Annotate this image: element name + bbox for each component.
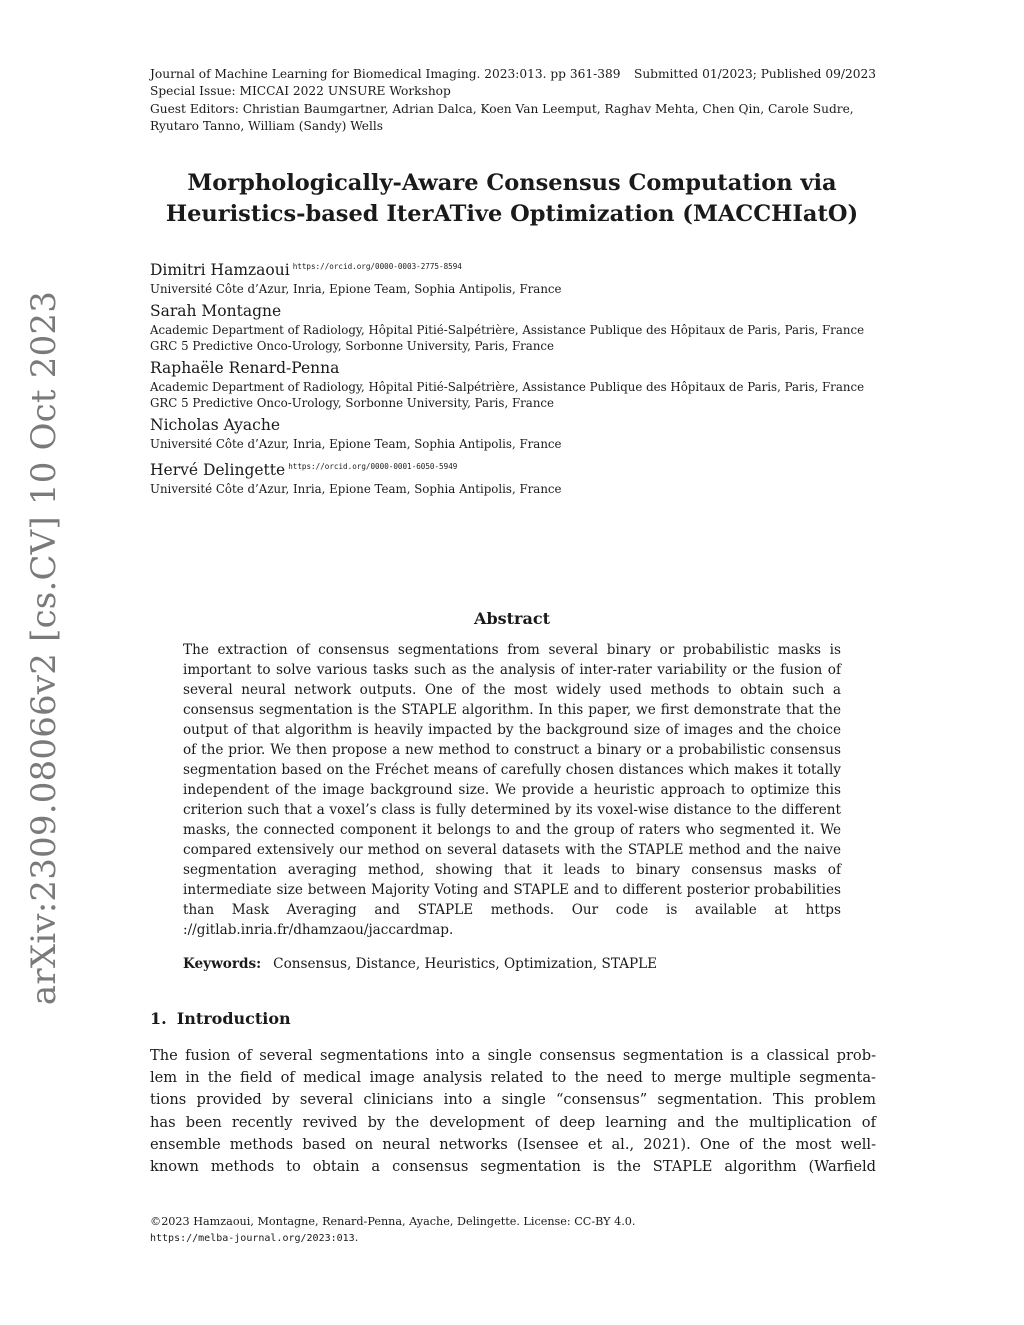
paragraph-line: The fusion of several segmentations into a single consensus segmentation is a classical prob- [150,1047,876,1064]
journal-citation: Journal of Machine Learning for Biomedical Imaging. 2023:013. pp 361-389 [150,67,621,81]
affiliation: Université Côte d’Azur, Inria, Epione Team, Sophia Antipolis, France [150,482,562,496]
paper-title [100,168,924,230]
affiliation: Université Côte d’Azur, Inria, Epione Team, Sophia Antipolis, France [150,282,562,296]
guest-editors-line2: Ryutaro Tanno, William (Sandy) Wells [150,118,384,133]
author-block [150,301,876,354]
orcid-link[interactable]: https://orcid.org/0000-0001-6050-5949 [288,462,458,471]
affiliation: Université Côte d’Azur, Inria, Epione Team, Sophia Antipolis, France [150,437,562,451]
author-name: Nicholas Ayache [150,416,280,434]
affiliation: GRC 5 Predictive Onco-Urology, Sorbonne University, Paris, France [150,396,555,410]
journal-url[interactable]: https://melba-journal.org/2023:013 [150,1233,355,1244]
introduction-text [150,1045,876,1178]
title-line-2: Heuristics-based IterATive Optimization (MACCHIatO) [165,201,859,227]
author-name: Sarah Montagne [150,302,282,320]
author-block [150,456,876,497]
submission-dates: Submitted 01/2023; Published 09/2023 [633,67,876,81]
author-list [150,256,876,501]
arxiv-identifier[interactable]: arXiv:2309.08066v2 [cs.CV] 10 Oct 2023 [24,290,64,1006]
abstract-heading: Abstract [474,609,550,628]
keywords [183,954,841,974]
author-name: Dimitri Hamzaoui [150,261,290,279]
keywords-list: Consensus, Distance, Heuristics, Optimization, STAPLE [273,956,658,972]
abstract-text: The extraction of consensus segmentations from several binary or probabilistic masks is important to solve various tasks such as the analysis of inter-rater variability or the fusion of several neural network outputs. One of the most widely used methods to obtain such a consensus segmentation is the STAPLE algorithm. In this paper, we first demonstrate that the output of that algorithm is heavily impacted by the background size of images and the choice of the prior. We then propose a new method to construct a binary or a probabilistic consensus segmentation based on the Fréchet means of carefully chosen distances which makes it totally independent of the image background size. We provide a heuristic approach to optimize this criterion such that a voxel’s class is fully determined by its voxel-wise distance to the different masks, the connected component it belongs to and the group of raters who segmented it. We compared extensively our method on several datasets with the STAPLE method and the naive segmentation averaging method, showing that it leads to binary consensus masks of intermediate size between Majority Voting and STAPLE and to different posterior probabilities than Mask Averaging and STAPLE methods. Our code is available at https ://gitlab.inria.fr/dhamzaou/jaccardmap. [183,642,841,938]
section-heading-introduction [150,1008,291,1030]
special-issue: Special Issue: MICCAI 2022 UNSURE Workshop [150,84,451,99]
affiliation: Academic Department of Radiology, Hôpital Pitié-Salpétrière, Assistance Publique des Hôpitaux de Paris, Paris, France [150,380,865,394]
keywords-label: Keywords: [183,956,262,972]
guest-editors-line1: Guest Editors: Christian Baumgartner, Adrian Dalca, Koen Van Leemput, Raghav Mehta, Chen Qin, Carole Sudre, [150,101,854,116]
paragraph-line: ensemble methods based on neural networks (Isensee et al., 2021). One of the most well- [150,1135,876,1153]
section-number: 1. [150,1009,167,1028]
author-block [150,256,876,297]
orcid-link[interactable]: https://orcid.org/0000-0003-2775-8594 [292,262,462,271]
arxiv-sidebar [0,0,100,1325]
title-line-1: Morphologically-Aware Consensus Computation via [187,170,837,196]
journal-info-row [150,66,876,83]
author-block [150,415,876,452]
author-block [150,358,876,411]
section-title: Introduction [176,1009,291,1028]
affiliation: Academic Department of Radiology, Hôpital Pitié-Salpétrière, Assistance Publique des Hôpitaux de Paris, Paris, France [150,323,865,337]
author-name: Hervé Delingette [150,461,286,479]
paragraph-line: lem in the field of medical image analysis related to the need to merge multiple segmenta- [150,1069,876,1087]
page-footer: ©2023 Hamzaoui, Montagne, Renard-Penna, Ayache, Delingette. License: CC-BY 4.0. https://melba-journal.org/2023:013. [150,1214,876,1247]
affiliation: GRC 5 Predictive Onco-Urology, Sorbonne University, Paris, France [150,339,555,353]
author-name: Raphaële Renard-Penna [150,359,340,377]
license-note: ©2023 Hamzaoui, Montagne, Renard-Penna, Ayache, Delingette. License: CC-BY 4.0. [150,1215,636,1228]
paragraph-line: has been recently revived by the development of deep learning and the multiplication of [150,1113,876,1131]
paragraph-line: known methods to obtain a consensus segmentation is the STAPLE algorithm (Warfield [150,1158,876,1176]
paragraph-line: tions provided by several clinicians into a single “consensus” segmentation. This problem [150,1091,876,1109]
journal-header [150,66,876,135]
